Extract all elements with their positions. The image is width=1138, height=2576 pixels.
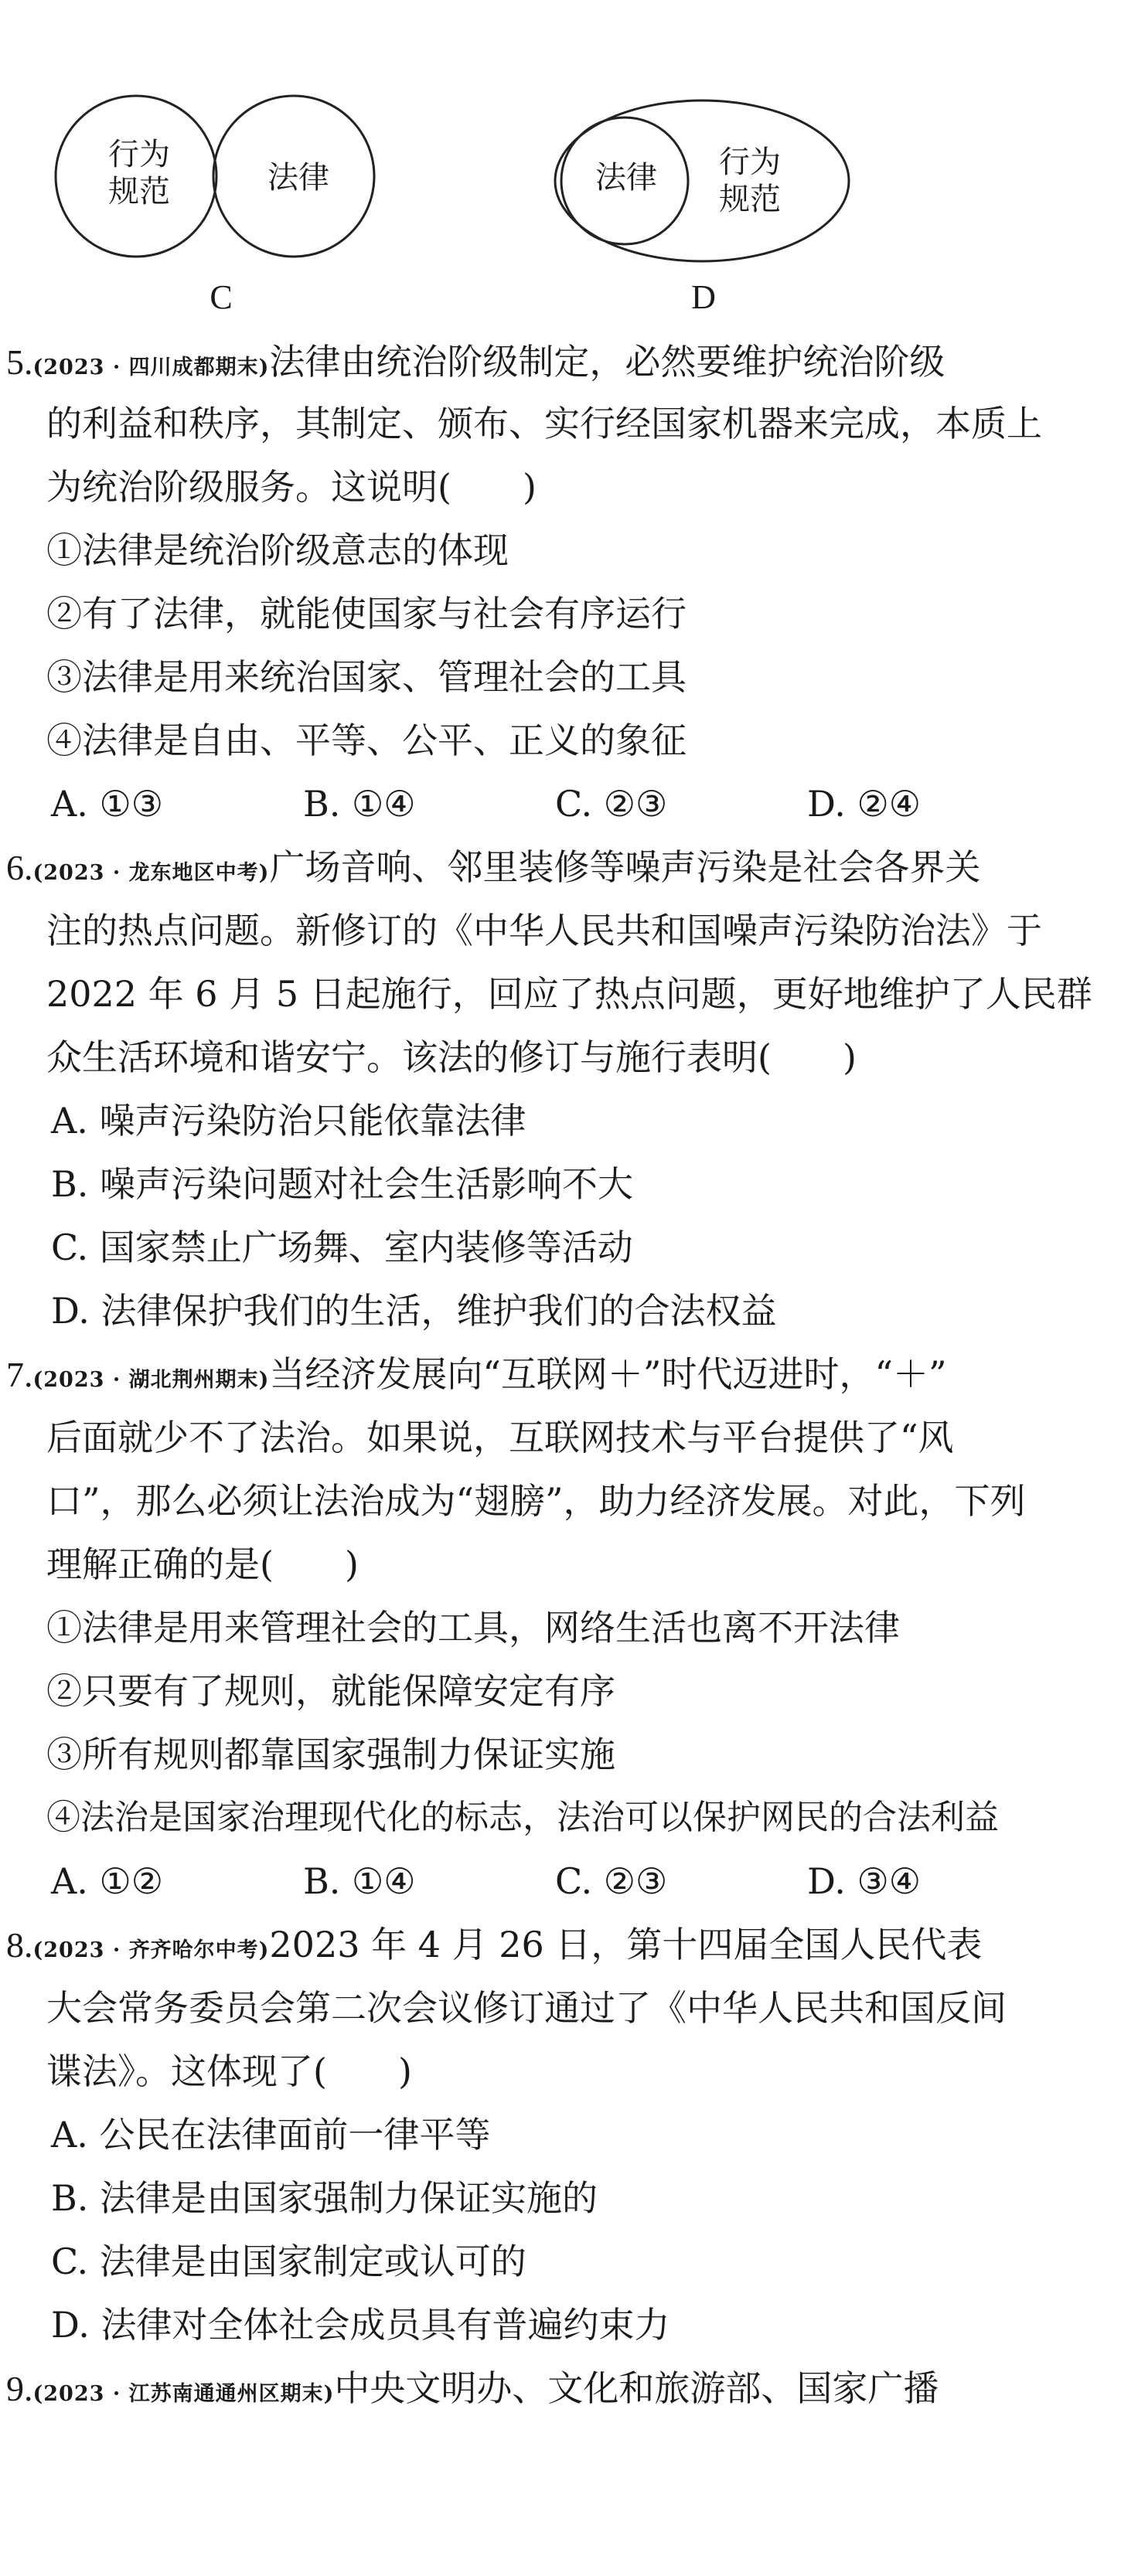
- diagram-c-left-label: 行为 规范: [108, 137, 170, 209]
- q7-number: 7.: [6, 1355, 33, 1394]
- q5-statement-3: ③法律是用来统治国家、管理社会的工具: [46, 656, 687, 698]
- q5-stem-1: 法律由统治阶级制定，必然要维护统治阶级: [269, 341, 945, 383]
- q9-line-1: [6, 2365, 1050, 2418]
- q5-statement-1: ①法律是统治阶级意志的体现: [46, 529, 509, 571]
- q6-stem-1: 广场音响、邻里装修等噪声污染是社会各界关: [269, 846, 981, 888]
- q5-source: (2023 · 四川成都期末): [32, 356, 270, 379]
- q7-statement-2: ②只要有了规则，就能保障安定有序: [46, 1670, 615, 1712]
- q8-option-d[interactable]: D. 法律对全体社会成员具有普遍约束力: [51, 2304, 670, 2346]
- q7-option-a[interactable]: A. ①②: [51, 1860, 163, 1902]
- q6-option-a[interactable]: A. 噪声污染防治只能依靠法律: [51, 1100, 526, 1142]
- q6-line-4: 众生活环境和谐安宁。该法的修订与施行表明( ): [46, 1036, 857, 1078]
- q7-option-d[interactable]: D. ③④: [807, 1860, 921, 1902]
- q8-source: (2023 · 齐齐哈尔中考): [32, 1938, 270, 1962]
- q8-option-a[interactable]: A. 公民在法律面前一律平等: [51, 2114, 491, 2156]
- q7-line-1: [6, 1351, 1050, 1404]
- q6-source: (2023 · 龙东地区中考): [32, 861, 270, 885]
- q6-line-3: 2022 年 6 月 5 日起施行，回应了热点问题，更好地维护了人民群: [46, 973, 1092, 1015]
- q7-statement-1: ①法律是用来管理社会的工具，网络生活也离不开法律: [46, 1607, 900, 1649]
- q5-option-d[interactable]: D. ②④: [807, 783, 921, 825]
- diagram-c-right-label: 法律: [267, 160, 329, 196]
- q6-line-2: 注的热点问题。新修订的《中华人民共和国噪声污染防治法》于: [46, 910, 1042, 951]
- q7-statement-4: ④法治是国家治理现代化的标志，法治可以保护网民的合法利益: [46, 1798, 999, 1837]
- q5-line-1: [6, 339, 1050, 391]
- q5-option-b[interactable]: B. ①④: [303, 783, 416, 825]
- q6-option-d[interactable]: D. 法律保护我们的生活，维护我们的合法权益: [51, 1290, 777, 1332]
- q7-source: (2023 · 湖北荆州期末): [32, 1368, 270, 1392]
- q5-statement-4: ④法律是自由、平等、公平、正义的象征: [46, 720, 687, 761]
- q5-statement-2: ②有了法律，就能使国家与社会有序运行: [46, 593, 687, 635]
- q5-option-a[interactable]: A. ①③: [51, 783, 163, 825]
- diagram-d-caption: D: [691, 278, 716, 316]
- q7-option-c[interactable]: C. ②③: [555, 1860, 668, 1902]
- q5-line-3: 为统治阶级服务。这说明( ): [46, 466, 537, 508]
- q7-line-3: 口”，那么必须让法治成为“翅膀”，助力经济发展。对此，下列: [46, 1480, 1026, 1522]
- q5-options: [0, 781, 1138, 827]
- q7-stem-1: 当经济发展向“互联网＋”时代迈进时，“＋”: [269, 1353, 947, 1395]
- q8-stem-1: 2023 年 4 月 26 日，第十四届全国人民代表: [269, 1924, 983, 1965]
- q5-line-2: 的利益和秩序，其制定、颁布、实行经国家机器来完成，本质上: [46, 403, 1042, 444]
- q9-source: (2023 · 江苏南通通州区期末): [32, 2382, 335, 2406]
- q9-number: 9.: [6, 2369, 33, 2408]
- q7-statement-3: ③所有规则都靠国家强制力保证实施: [46, 1734, 615, 1775]
- q5-number: 5.: [6, 342, 33, 382]
- q8-line-3: 谍法》。这体现了( ): [46, 2050, 412, 2092]
- q8-number: 8.: [6, 1925, 33, 1965]
- q6-line-1: [6, 844, 1050, 897]
- q5-option-c[interactable]: C. ②③: [555, 783, 668, 825]
- diagram-d-inner-label: 法律: [595, 160, 657, 196]
- q8-option-b[interactable]: B. 法律是由国家强制力保证实施的: [51, 2177, 598, 2219]
- q7-line-4: 理解正确的是( ): [46, 1543, 359, 1585]
- q8-option-c[interactable]: C. 法律是由国家制定或认可的: [51, 2241, 526, 2282]
- venn-diagrams: [0, 0, 1138, 325]
- diagram-c-caption: C: [210, 278, 233, 316]
- q6-option-b[interactable]: B. 噪声污染问题对社会生活影响不大: [51, 1163, 634, 1205]
- q6-number: 6.: [6, 848, 33, 887]
- q9-stem-1: 中央文明办、文化和旅游部、国家广播: [334, 2367, 939, 2409]
- q6-option-c[interactable]: C. 国家禁止广场舞、室内装修等活动: [51, 1227, 633, 1268]
- q7-options: [0, 1858, 1138, 1904]
- q7-line-2: 后面就少不了法治。如果说，互联网技术与平台提供了“风: [46, 1417, 954, 1458]
- q8-line-2: 大会常务委员会第二次会议修订通过了《中华人民共和国反间: [46, 1987, 1007, 2029]
- q7-option-b[interactable]: B. ①④: [303, 1860, 416, 1902]
- q8-line-1: [6, 1921, 1050, 1974]
- diagram-d-outer-label: 行为 规范: [719, 145, 781, 217]
